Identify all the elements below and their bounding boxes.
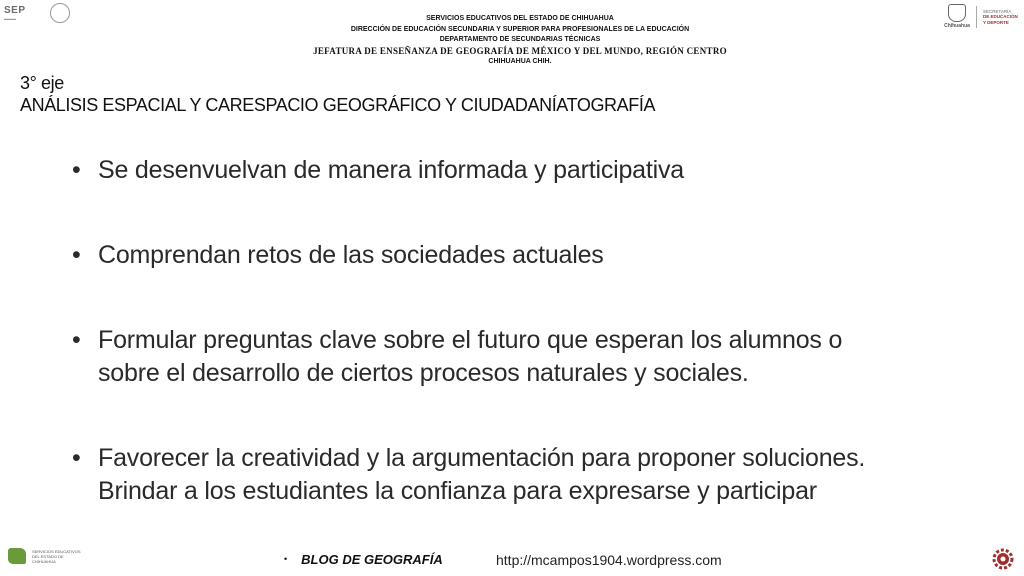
bullet-dot-icon: • xyxy=(72,156,81,184)
chihuahua-education-logo xyxy=(944,4,1018,30)
bullet-text: Comprendan retos de las sociedades actuales xyxy=(98,241,604,269)
header-line-2: DIRECCIÓN DE EDUCACIÓN SECUNDARIA Y SUPERIOR PARA PROFESIONALES DE LA EDUCACIÓN xyxy=(350,25,690,33)
bullet-item xyxy=(72,442,972,508)
bullet-text-line: Brindar a los estudiantes la confianza para expresarse y participar xyxy=(98,477,817,505)
logo-divider xyxy=(976,6,977,28)
title-line-1: 3° eje xyxy=(20,73,64,93)
sep-logo xyxy=(4,2,70,24)
bullet-dot-icon: • xyxy=(72,444,81,472)
bullet-dot-icon: • xyxy=(72,241,81,269)
chihuahua-shield-icon xyxy=(944,4,970,30)
bullet-item xyxy=(72,239,972,272)
bullet-text-line: Formular preguntas clave sobre el futuro que esperan los alumnos o xyxy=(98,326,843,354)
footer-org-text: SERVICIOS EDUCATIVOS DEL ESTADO DE CHIHUAHUA xyxy=(32,548,81,564)
institutional-header xyxy=(260,14,780,67)
bullet-text-line: sobre el desarrollo de ciertos procesos naturales y sociales. xyxy=(98,359,749,387)
title-line-2: ANÁLISIS ESPACIAL Y CARESPACIO GEOGRÁFICO Y CIUDADANÍATOGRAFÍA xyxy=(20,95,656,115)
bullet-list xyxy=(72,154,972,508)
blog-url-link[interactable]: http://mcampos1904.wordpress.com xyxy=(496,552,722,568)
bullet-item xyxy=(72,154,972,187)
chihuahua-label: Chihuahua xyxy=(944,23,970,29)
bullet-text-line: Favorecer la creatividad y la argumentación para proponer soluciones. xyxy=(98,444,866,472)
footer-bullet-icon: • xyxy=(284,554,288,564)
bullet-text: Se desenvuelvan de manera informada y participativa xyxy=(98,156,684,184)
header-line-3: DEPARTAMENTO DE SECUNDARIAS TÉCNICAS xyxy=(439,36,601,43)
chihuahua-map-icon xyxy=(8,548,26,564)
footer xyxy=(0,546,1024,576)
blog-label xyxy=(284,552,443,567)
header-line-1: SERVICIOS EDUCATIVOS DEL ESTADO DE CHIHUAHUA xyxy=(426,15,614,22)
bullet-item xyxy=(72,324,972,390)
footer-org-logo xyxy=(8,548,81,564)
blog-text: BLOG DE GEOGRAFÍA xyxy=(301,552,443,567)
sep-logo-text: SEP xyxy=(4,5,26,16)
secretaria-label: SECRETARÍA DE EDUCACIÓN Y DEPORTE xyxy=(983,8,1018,25)
slide-title xyxy=(20,72,655,116)
sep-logo-subtext: ▬▬▬ xyxy=(4,16,16,21)
gear-icon xyxy=(990,546,1016,572)
bullet-dot-icon: • xyxy=(72,326,81,354)
header-line-5: CHIHUAHUA CHIH. xyxy=(488,57,552,65)
national-seal-icon xyxy=(50,3,70,23)
header-line-4: JEFATURA DE ENSEÑANZA DE GEOGRAFÍA DE MÉXICO Y DEL MUNDO, REGIÓN CENTRO xyxy=(313,45,727,56)
